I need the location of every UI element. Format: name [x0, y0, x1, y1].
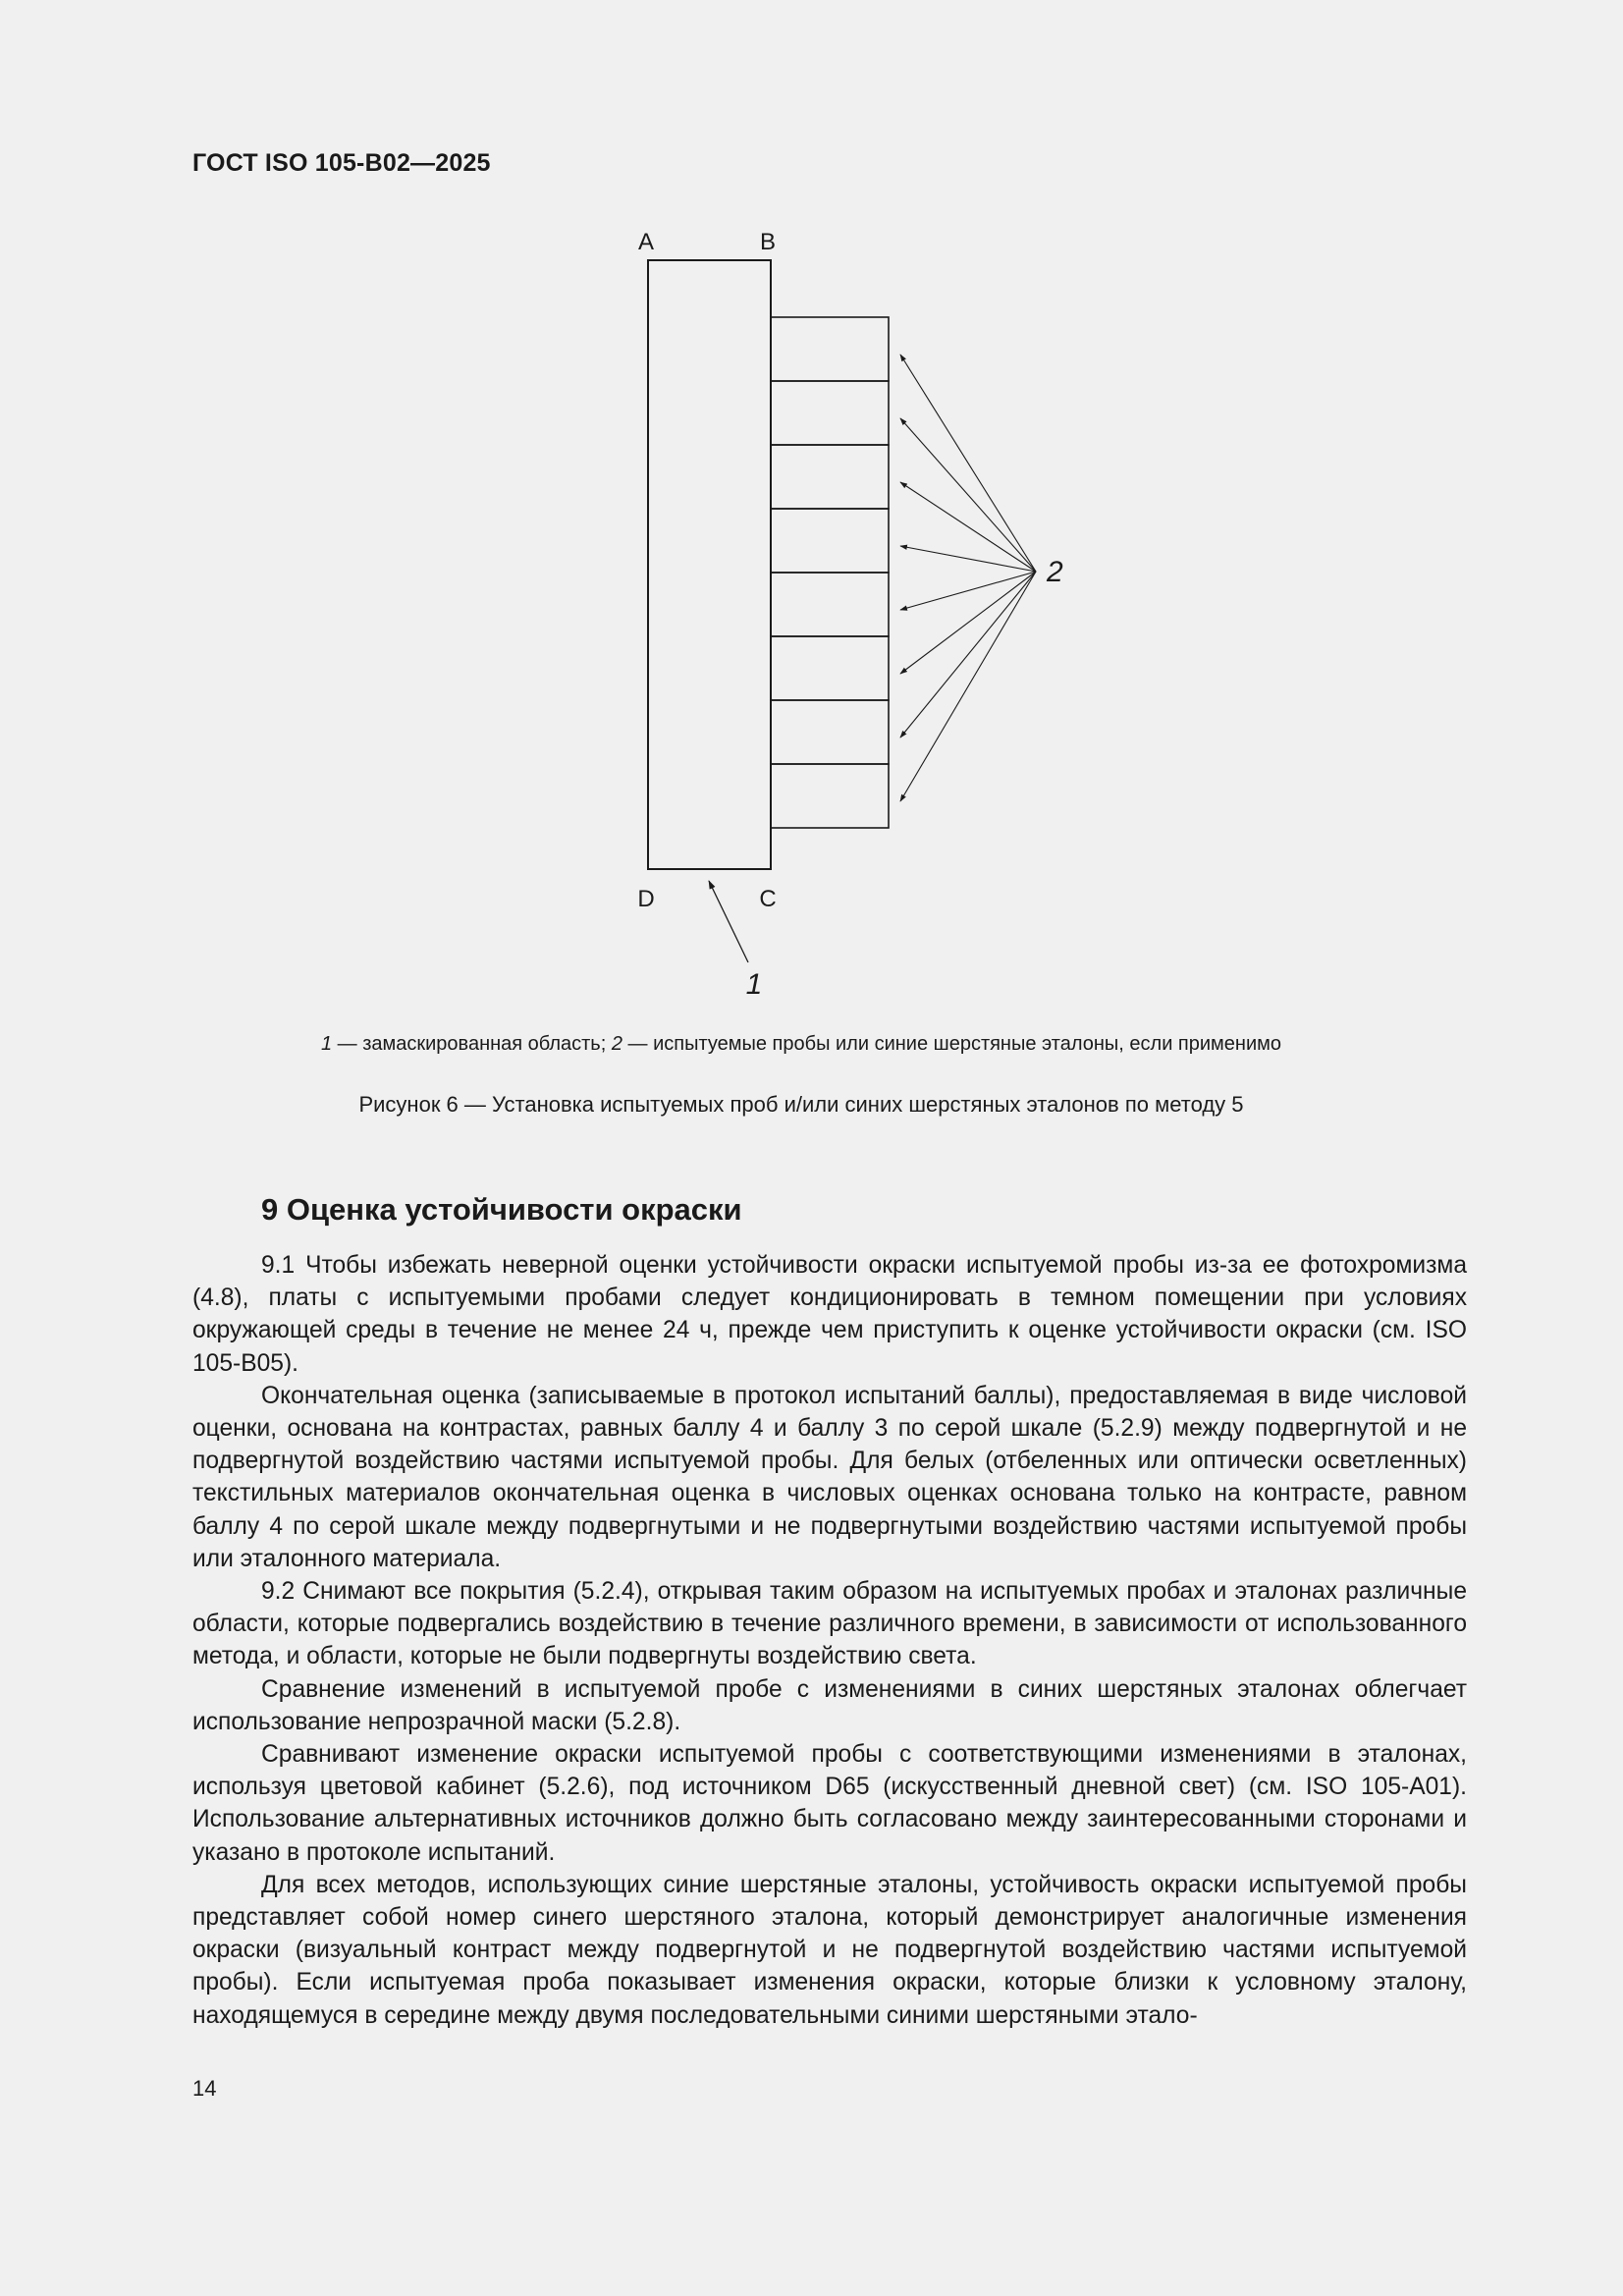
- corner-label-c: C: [759, 886, 777, 912]
- body-text: [192, 1249, 1467, 2032]
- specimen-strip: [771, 317, 889, 381]
- paragraph: Окончательная оценка (записываемые в протокол испытаний баллы), предоставляемая в виде числовой оценки, основана на контрастах, равных баллу 4 и баллу 3 по серой шкале (5.2.9) между подвергнутой и не подвергнутой воздействию частями испытуемой пробы. Для белых (отбеленных или оптически осветленных) текстильных материалов окончательная оценка в числовых оценках основана только на контрасте, равном баллу 4 по серой шкале между подвергнутыми и не подвергнутыми воздействию частями испытуемой пробы или эталонного материала.: [192, 1382, 1467, 1572]
- corner-label-d: D: [637, 886, 655, 912]
- callout-1-arrow: [709, 881, 748, 962]
- callout-label-1: 1: [745, 968, 763, 1001]
- specimen-strip: [771, 764, 889, 828]
- specimen-strip: [771, 573, 889, 636]
- legend-text-2: — испытуемые пробы или синие шерстяные эталоны, если применимо: [622, 1033, 1282, 1055]
- callout-arrow: [900, 572, 1036, 674]
- specimen-strip: [771, 509, 889, 573]
- callout-arrow: [900, 572, 1036, 801]
- paragraph: Сравнивают изменение окраски испытуемой пробы с соответствующими изменениями в эталонах, используя цветовой кабинет (5.2.6), под источником D65 (искусственный дневной свет) (см. ISO 105-A01). Использование альтернативных источников должно быть согласовано между заинтересованными сторонами и указано в протоколе испытаний.: [192, 1741, 1467, 1866]
- paragraph: 9.2 Снимают все покрытия (5.2.4), открывая таким образом на испытуемых пробах и эталонах различные области, которые подвергались воздействию в течение различного времени, в зависимости от использованного метода, и области, которые не были подвергнуты воздействию света.: [192, 1578, 1467, 1670]
- corner-label-a: A: [637, 229, 655, 255]
- specimen-strip: [771, 636, 889, 700]
- callout-arrow: [900, 355, 1036, 572]
- legend-number-1: 1: [320, 1033, 333, 1055]
- callout-arrow: [900, 572, 1036, 610]
- callout-label-2: 2: [1047, 556, 1063, 588]
- page-number: 14: [192, 2076, 217, 2101]
- paragraph: Сравнение изменений в испытуемой пробе с изменениями в синих шерстяных эталонах облегчает использование непрозрачной маски (5.2.8).: [192, 1675, 1467, 1735]
- section-title: 9 Оценка устойчивости окраски: [261, 1192, 742, 1227]
- specimen-strips: [771, 317, 889, 828]
- specimen-strip: [771, 445, 889, 509]
- corner-label-b: B: [759, 229, 777, 255]
- figure-6-diagram: [609, 216, 1100, 1021]
- masked-area-board: [648, 260, 771, 869]
- specimen-strip: [771, 700, 889, 764]
- specimen-strip: [771, 381, 889, 445]
- paragraph: Для всех методов, использующих синие шерстяные эталоны, устойчивость окраски испытуемой пробы представляет собой номер синего шерстяного эталона, который демонстрирует аналогичные изменения окраски (визуальный контраст между подвергнутой и не подвергнутой воздействию частями испытуемой пробы). Если испытуемая проба показывает изменения окраски, которые близки к условному эталону, находящемуся в середине между двумя последовательными синими шерстяными этало-: [192, 1871, 1467, 2029]
- legend-text-1: — замаскированная область;: [332, 1033, 612, 1055]
- legend-number-2: 2: [611, 1033, 622, 1055]
- callout-arrow: [900, 572, 1036, 738]
- callout-2-arrows: [900, 355, 1036, 801]
- paragraph: 9.1 Чтобы избежать неверной оценки устойчивости окраски испытуемой пробы из-за ее фотохромизма (4.8), платы с испытуемыми пробами следует кондиционировать в темном помещении при условиях окружающей среды в течение не менее 24 ч, прежде чем приступить к оценке устойчивости окраски (см. ISO 105-B05).: [192, 1252, 1467, 1377]
- document-header: ГОСТ ISO 105-B02—2025: [192, 149, 491, 177]
- figure-caption: Рисунок 6 — Установка испытуемых проб и/или синих шерстяных эталонов по методу 5: [358, 1092, 1244, 1117]
- figure-legend: [192, 1033, 1410, 1056]
